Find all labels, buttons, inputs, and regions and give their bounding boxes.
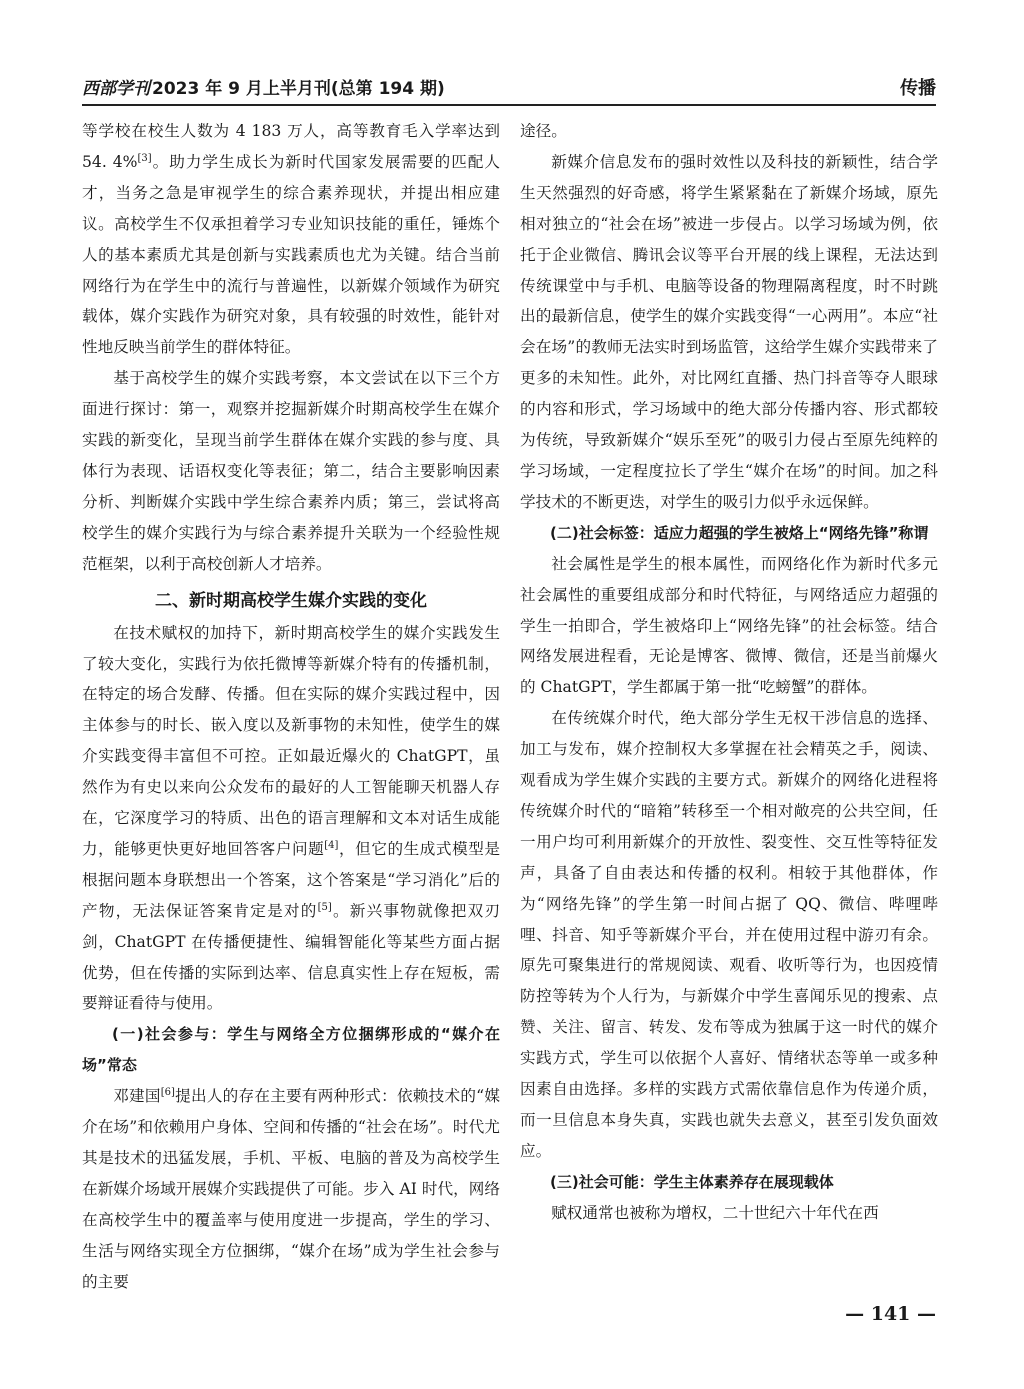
right-column (520, 116, 938, 1229)
subsection-heading: (一)社会参与：学生与网络全方位捆绑形成的“媒介在场”常态 (82, 1025, 500, 1075)
subsection-heading: (二)社会标签：适应力超强的学生被烙上“网络先锋”称谓 (550, 523, 929, 542)
paragraph: 社会属性是学生的根本属性，而网络化作为新时代多元社会属性的重要组成部分和时代特征，与网络适应力超强的学生一拍即合，学生被烙印上“网络先锋”的社会标签。结合网络发展进程看，无论是博客、微博、微信，还是当前爆火的 ChatGPT，学生都属于第一批“吃螃蟹”的群体。 (520, 554, 938, 697)
paragraph: 邓建国[6]提出人的存在主要有两种形式：依赖技术的“媒介在场”和依赖用户身体、空间和传播的“社会在场”。时代尤其是技术的迅猛发展，手机、平板、电脑的普及为高校学生在新媒介场域开展媒介实践提供了可能。步入 AI 时代，网络在高校学生中的覆盖率与使用度进一步提高，学生的学习、生活与网络实现全方位捆绑，“媒介在场”成为学生社会参与的主要 (82, 1087, 500, 1291)
paragraph: 赋权通常也被称为增权，二十世纪六十年代在西 (551, 1203, 879, 1222)
paragraph: 在技术赋权的加持下，新时期高校学生的媒介实践发生了较大变化，实践行为依托微博等新媒介特有的传播机制，在特定的场合发酵、传播。但在实际的媒介实践过程中，因主体参与的时长、嵌入度以及新事物的未知性，使学生的媒介实践变得丰富但不可控。正如最近爆火的 ChatGPT，虽然作为有史以来向公众发布的最好的人工智能聊天机器人存在，它深度学习的特质、出色的语言理解和文本对话生成能力，能够更快更好地回答客户问题[4]，但它的生成式模型是根据问题本身联想出一个答案，这个答案是“学习消化”后的产物，无法保证答案肯定是对的[5]。新兴事物就像把双刃剑，ChatGPT 在传播便捷性、编辑智能化等某些方面占据优势，但在传播的实际到达率、信息真实性上存在短板，需要辩证看待与使用。 (82, 623, 500, 1013)
running-header (82, 70, 936, 106)
subsection-heading: (三)社会可能：学生主体素养存在展现载体 (550, 1172, 834, 1191)
left-column (82, 116, 500, 1298)
page-number: — 141 — (845, 1303, 936, 1325)
journal-issue-line (82, 74, 445, 99)
citation: [4] (324, 839, 339, 851)
paragraph: 新媒介信息发布的强时效性以及科技的新颖性，结合学生天然强烈的好奇感，将学生紧紧黏在了新媒介场域，原先相对独立的“社会在场”被进一步侵占。以学习场域为例，依托于企业微信、腾讯会议等平台开展的线上课程，无法达到传统课堂中与手机、电脑等设备的物理隔离程度，时不时跳出的最新信息，使学生的媒介实践变得“一心两用”。本应“社会在场”的教师无法实时到场监管，这给学生媒介实践带来了更多的未知性。此外，对比网红直播、热门抖音等夺人眼球的内容和形式，学习场域中的绝大部分传播内容、形式都较为传统，导致新媒介“娱乐至死”的吸引力侵占至原先纯粹的学习场域，一定程度拉长了学生“媒介在场”的时间。加之科学技术的不断更迭，对学生的吸引力似乎永远保鲜。 (520, 152, 938, 511)
paragraph: 等学校在校生人数为 4 183 万人，高等教育毛入学率达到 54. 4%[3]。助力学生成长为新时代国家发展需要的匹配人才，当务之急是审视学生的综合素养现状，并提出相应建议。高校学生不仅承担着学习专业知识技能的重任，锤炼个人的基本素质尤其是创新与实践素质也尤为关键。结合当前网络行为在学生中的流行与普遍性，以新媒介领域作为研究载体，媒介实践作为研究对象，具有较强的时效性，能针对性地反映当前学生的群体特征。 (82, 122, 500, 357)
citation: [3] (137, 152, 152, 164)
paragraph: 途径。 (520, 122, 567, 140)
paragraph: 基于高校学生的媒介实践考察，本文尝试在以下三个方面进行探讨：第一，观察并挖掘新媒介时期高校学生在媒介实践的新变化，呈现当前学生群体在媒介实践的参与度、具体行为表现、话语权变化等表征；第二，结合主要影响因素分析、判断媒介实践中学生综合素养内质；第三，尝试将高校学生的媒介实践行为与综合素养提升关联为一个经验性规范框架，以利于高校创新人才培养。 (82, 369, 500, 573)
journal-brand: 西部学刊 (82, 79, 150, 99)
citation: [5] (317, 901, 332, 913)
issue-info: 2023 年 9 月上半月刊(总第 194 期) (152, 79, 445, 99)
section-tag: 传播 (900, 78, 936, 99)
paragraph: 在传统媒介时代，绝大部分学生无权干涉信息的选择、加工与发布，媒介控制权大多掌握在社会精英之手，阅读、观看成为学生媒介实践的主要方式。新媒介的网络化进程将传统媒介时代的“暗箱”转移至一个相对敞亮的公共空间，任一用户均可利用新媒介的开放性、裂变性、交互性等特征发声，具备了自由表达和传播的权利。相较于其他群体，作为“网络先锋”的学生第一时间占据了 QQ、微信、哔哩哔哩、抖音、知乎等新媒介平台，并在使用过程中游刃有余。原先可聚集进行的常规阅读、观看、收听等行为，也因疫情防控等转为个人行为，与新媒介中学生喜闻乐见的搜索、点赞、关注、留言、转发、发布等成为独属于这一时代的媒介实践方式，学生可以依据个人喜好、情绪状态等单一或多种因素自由选择。多样的实践方式需依靠信息作为传递介质，而一旦信息本身失真，实践也就失去意义，甚至引发负面效应。 (520, 709, 938, 1160)
citation: [6] (160, 1087, 175, 1098)
section-heading: 二、新时期高校学生媒介实践的变化 (155, 590, 427, 611)
